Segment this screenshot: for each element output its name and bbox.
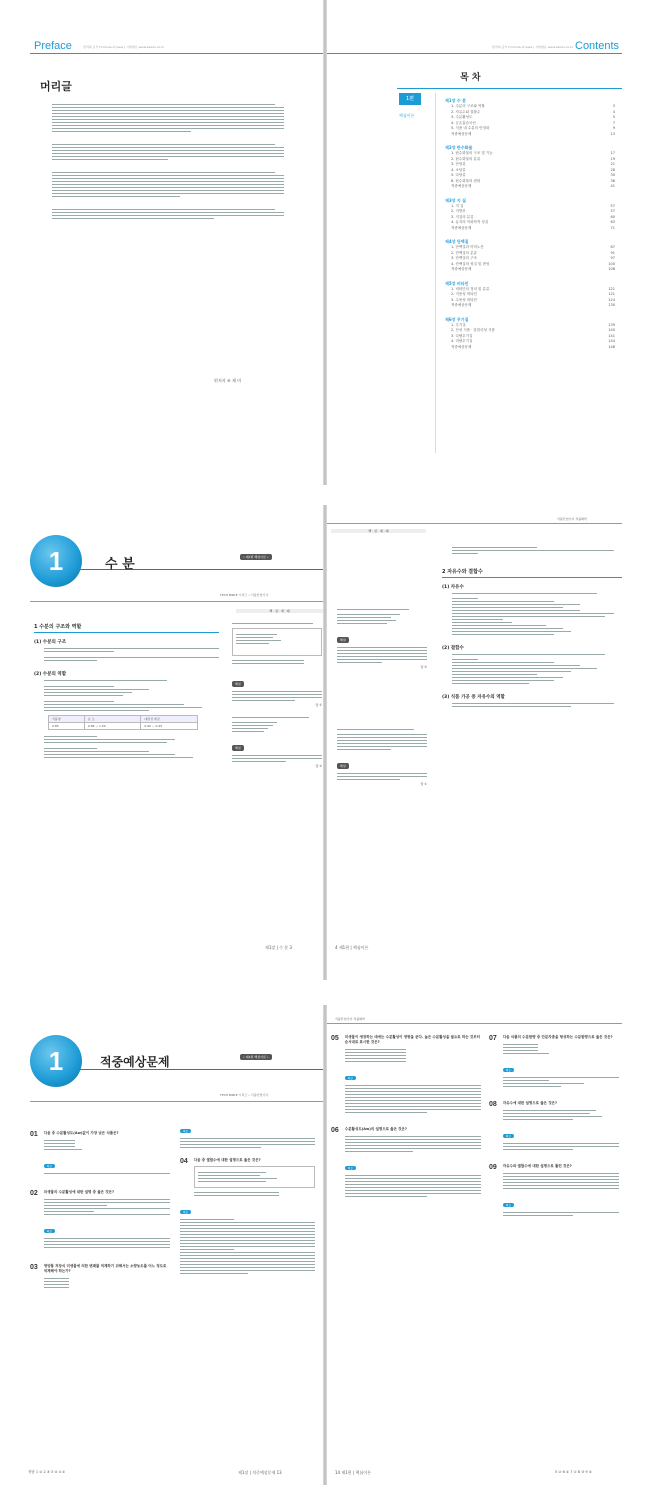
- practice-column: [337, 607, 427, 786]
- toc-item-label: 5. 식품 내 수분의 안정화: [451, 126, 490, 130]
- toc-chapter: [445, 97, 615, 137]
- question-text: 영양통 저장식 미생물에 의한 변패를 억제하기 위해서는 소량농도를 어느 정도로 억제해야 하는가?: [43, 1264, 167, 1273]
- chapter-tag-label: • 제1편 핵심이론 •: [240, 554, 272, 560]
- toc-chapter-title[interactable]: 제1장 수 분: [445, 98, 467, 103]
- chapter-number: 1: [48, 546, 64, 576]
- contents-title-rule: [397, 88, 622, 89]
- toc-item-label: 3. 수분활성도: [451, 115, 473, 119]
- toc-item-label: 6. 탄수화물의 변화: [451, 178, 481, 183]
- question-text: 다음 중 수분활성도(Aw)값이 가장 낮은 식품은?: [43, 1131, 119, 1135]
- toc-item-page: 87: [610, 245, 615, 249]
- practice-explanation: [232, 670, 322, 701]
- page-preface: [0, 0, 323, 485]
- aw-table-cell: 0.86 ~ 1.00: [84, 723, 141, 730]
- chapter-tag: [240, 543, 272, 562]
- toc-item-page: 36: [610, 178, 615, 183]
- toc-item-page: 63: [610, 220, 615, 224]
- question-03: [30, 1264, 170, 1290]
- chapter-title: 수 분: [105, 557, 135, 572]
- toc-item-label: 4. 단백질의 성질 및 변성: [451, 261, 490, 266]
- question-text: 다음 식품의 수분함량 중 단분자층을 형성하는 수분함량으로 옳은 것은?: [502, 1035, 613, 1039]
- explanation-tag: 해설: [345, 1166, 356, 1170]
- preface-paragraph-4: [52, 209, 284, 219]
- toc-item-page: 140: [608, 328, 615, 332]
- toc-item-label: 4. 미량무기질: [451, 339, 473, 343]
- theory-column: [442, 545, 622, 709]
- question-04: [180, 1158, 315, 1198]
- contents-part-divider: [435, 93, 436, 453]
- toc-chapter: [445, 144, 615, 190]
- toc-chapter: [445, 197, 615, 232]
- toc-item-label: 3. 수용성 비타민: [451, 297, 477, 302]
- answer-key-footer: 정답 1 ② 2 ③ 3 ④ 4 ②: [28, 1470, 66, 1474]
- chapter-banner-line: [60, 569, 323, 570]
- contents-title: 목 차: [460, 73, 481, 83]
- explanation-tag: 해설: [180, 1210, 191, 1214]
- toc-item-page: 148: [608, 344, 615, 349]
- toc-item-page: 71: [610, 225, 615, 230]
- explanation-tag: 해설: [232, 745, 244, 751]
- toc-item-label: 5. 다당류: [451, 173, 466, 177]
- running-header: 식품산업기사 식품화학: [557, 517, 587, 521]
- toc-item-label: 적중예상문제: [451, 131, 472, 136]
- practice-choice-box: [232, 628, 322, 656]
- toc-item-label: 3. 단백질의 구조: [451, 256, 477, 260]
- toc-chapter: [445, 238, 615, 273]
- practice-q2: [337, 729, 427, 786]
- subheading-free-water: (1) 자유수: [442, 585, 464, 590]
- header-rule: [327, 1023, 622, 1024]
- toc-item-page: 100: [608, 261, 615, 266]
- explanation-tag: 해설: [503, 1203, 514, 1207]
- contents-part-tab: [399, 93, 421, 105]
- question-number: 08: [489, 1101, 497, 1108]
- page-footer: 제1장 | 적중예상문제 13: [238, 1470, 282, 1475]
- toc-item[interactable]: [445, 184, 615, 190]
- toc-item-label: 1. 지 질: [451, 203, 464, 208]
- section-heading-2: 2 자유수와 결합수: [442, 568, 622, 578]
- aw-table-cell: 0.85: [49, 723, 85, 730]
- chapter-number-badge: [30, 1035, 82, 1087]
- question-number: 07: [489, 1035, 497, 1042]
- practice-q2: [232, 717, 322, 768]
- explanation-tag: 해설: [337, 637, 349, 643]
- section-heading-1: 1 수분의 구조와 역할: [34, 623, 219, 633]
- answer-badge: 답 ①: [420, 782, 427, 786]
- choice-box: [194, 1166, 315, 1188]
- toc-item-label: 적중예상문제: [451, 303, 472, 307]
- structure-lines: [44, 648, 219, 661]
- question-number: 09: [489, 1164, 497, 1171]
- page-contents: [327, 0, 650, 485]
- preface-body: [52, 102, 284, 221]
- toc-item-label: 2. 단백질의 분류: [451, 250, 477, 255]
- toc-item-label: 2. 자유수와 결합수: [451, 109, 481, 114]
- question-text: 미생물의 수분활성에 대한 설명 중 옳은 것은?: [43, 1190, 114, 1194]
- chapter-title: 적중예상문제: [100, 1055, 170, 1069]
- role-lines-2: [44, 736, 219, 758]
- practice-label-text: 핵 · 심 · 예 · 제: [269, 609, 290, 613]
- processing-lines: [452, 703, 622, 707]
- toc-chapter-title[interactable]: 제3장 지 질: [445, 197, 467, 203]
- preface-header-sub: 합격의 공식 Formula of pass | 시대에듀 www.sdedu.co.kr: [83, 45, 165, 49]
- toc-item[interactable]: [445, 303, 615, 309]
- contents-header-title: Contents: [575, 40, 620, 52]
- chapter-number: 1: [48, 1046, 64, 1076]
- question-number: 01: [30, 1131, 38, 1138]
- answer-badge: 답 ③: [420, 665, 427, 669]
- toc-item-page: 5: [612, 115, 615, 119]
- running-header: 식품산업기사 식품화학: [335, 1017, 365, 1021]
- toc-item-page: 17: [610, 151, 615, 155]
- question-number: 05: [331, 1035, 339, 1042]
- toc-item-page: 60: [610, 214, 615, 219]
- toc-item-page: 139: [608, 322, 615, 327]
- toc-item-label: 3. 단당류: [451, 162, 466, 166]
- page-footer: 14 제1편 | 핵심이론: [335, 1470, 371, 1475]
- page-footer: 4 제1편 | 핵심이론: [335, 945, 369, 950]
- preface-header-title: Preface: [34, 40, 72, 52]
- preface-paragraph-1: [52, 104, 284, 132]
- contents-header-sub: 합격의 공식 Formula of pass | 시대에듀 www.sdedu.co.kr: [492, 45, 574, 49]
- toc-item-label: 2. 탄수화물의 분류: [451, 156, 481, 161]
- toc-item[interactable]: [445, 226, 615, 232]
- table-of-contents: [445, 97, 615, 357]
- practice-label: [331, 529, 426, 533]
- answer-badge: 답 ②: [315, 764, 322, 768]
- explanation-tag: 해설: [44, 1164, 55, 1168]
- explanation-tag: 해설: [180, 1129, 191, 1133]
- header-rule: [327, 523, 622, 524]
- toc-item-page: 121: [608, 292, 615, 296]
- explanation-tag: 해설: [345, 1076, 356, 1080]
- page-footer: 제1장 | 수 분 3: [265, 945, 292, 950]
- toc-item-page: 57: [610, 209, 615, 213]
- toc-item-page: 7: [612, 120, 615, 125]
- toc-item-label: 4. 유지의 이화학적 성질: [451, 220, 489, 224]
- explanation-tag: 해설: [337, 763, 349, 769]
- toc-item-page: 97: [610, 256, 615, 260]
- toc-item-label: 3. 다량무기질: [451, 333, 473, 338]
- practice-column: [232, 621, 322, 768]
- toc-item-page: 3: [612, 104, 615, 108]
- page-questions-right: [327, 1005, 650, 1485]
- spread-chapter1: [0, 505, 650, 980]
- toc-item-label: 적중예상문제: [451, 225, 472, 230]
- toc-item-label: 1. 탄수화물의 구조 및 기능: [451, 151, 493, 155]
- question-02: [30, 1190, 170, 1250]
- page-chapter1-right: [327, 505, 650, 980]
- toc-item-label: 적중예상문제: [451, 267, 472, 271]
- toc-item-page: 28: [610, 167, 615, 172]
- chapter-header-rule: [30, 1101, 323, 1102]
- explanation-tag: 해설: [503, 1134, 514, 1138]
- toc-item-label: 2. 지용성 비타민: [451, 292, 477, 296]
- spread-practice-questions: [0, 1005, 650, 1485]
- contents-part-name[interactable]: 핵심이론: [399, 113, 415, 118]
- practice-label: [236, 609, 323, 613]
- preface-paragraph-2: [52, 144, 284, 160]
- toc-chapter-title[interactable]: 제2장 탄수화물: [445, 145, 473, 150]
- toc-item[interactable]: [445, 345, 615, 351]
- toc-item-page: 13: [610, 131, 615, 136]
- question-09: [489, 1164, 619, 1218]
- chapter-tag: [240, 1043, 272, 1062]
- page-chapter1-left: [0, 505, 323, 980]
- page-questions-left: [0, 1005, 323, 1485]
- toc-item-page: 19: [610, 156, 615, 161]
- toc-item-label: 1. 수분의 구조와 역할: [451, 104, 485, 108]
- toc-item-page: 30: [610, 173, 615, 177]
- aw-table-header: 식품명: [49, 716, 85, 723]
- aw-table-header: 표 오: [84, 716, 141, 723]
- question-number: 04: [180, 1158, 188, 1165]
- subheading-bound-water: (2) 결합수: [442, 646, 464, 651]
- preface-title: 머리글: [40, 80, 72, 93]
- toc-item-page: 144: [608, 339, 615, 343]
- toc-chapter-title[interactable]: 제6장 무기질: [445, 316, 469, 322]
- toc-item-label: 1. 무기질: [451, 322, 466, 327]
- question-06: [331, 1127, 481, 1199]
- question-number: 02: [30, 1190, 38, 1197]
- contents-header-rule: [327, 53, 622, 54]
- toc-item-label: 적중예상문제: [451, 344, 472, 349]
- contents-part-label: 1편: [405, 96, 414, 102]
- toc-item-page: 21: [610, 162, 615, 166]
- chapter-tag-label: • 제1편 핵심이론 •: [240, 1054, 272, 1060]
- explanation-tag: 해설: [232, 681, 244, 687]
- toc-item-page: 121: [608, 286, 615, 291]
- toc-item-page: 124: [608, 297, 615, 302]
- chapter-header-rule: [30, 601, 323, 602]
- preface-author: 편저자 조 제 미: [214, 378, 241, 383]
- question-07: [489, 1035, 619, 1089]
- toc-item-label: 2. 산성 식품 · 알칼리성 식품: [451, 328, 495, 332]
- preface-paragraph-3: [52, 172, 284, 197]
- toc-item-label: 4. 소당류: [451, 167, 466, 172]
- subheading-water-structure: (1) 수분의 구조: [34, 640, 67, 645]
- toc-chapter: [445, 280, 615, 309]
- toc-item-label: 1. 단백질과 아미노산: [451, 245, 484, 249]
- question-text: 자유수에 대한 설명으로 옳은 것은?: [502, 1101, 558, 1105]
- question-08: [489, 1101, 619, 1152]
- bound-water-lines: [452, 654, 622, 684]
- theory-column: [34, 623, 219, 760]
- toc-chapter-title[interactable]: 제4장 단백질: [445, 239, 469, 244]
- question-number: 03: [30, 1264, 38, 1271]
- toc-item-page: 91: [610, 250, 615, 255]
- tech-bible-label: TECH BIBLE 시리즈 • 식품산업기사: [220, 593, 269, 597]
- toc-chapter: [445, 316, 615, 351]
- toc-item-page: 4: [612, 109, 615, 114]
- explanation-tag: 해설: [503, 1068, 514, 1072]
- aw-table-header: 내면성 세균: [141, 716, 198, 723]
- toc-item-page: 57: [610, 203, 615, 208]
- toc-item-page: 9: [612, 126, 615, 130]
- question-01: [30, 1131, 170, 1176]
- practice-label-text: 핵 · 심 · 예 · 제: [368, 529, 389, 533]
- chapter-number-badge: [30, 535, 82, 587]
- role-lines: [44, 680, 219, 711]
- question-text: 다음 중 결합수에 대한 설명으로 옳은 것은?: [193, 1158, 261, 1162]
- free-water-lines: [452, 593, 622, 635]
- question-column-1: [30, 1131, 170, 1290]
- continued-lines: [452, 547, 622, 554]
- question-text: 미생물이 생장하는 데에는 수분활성이 영향을 준다. 높은 수분활성을 필요로 하는 것부터 순서대로 표시한 것은?: [344, 1035, 481, 1044]
- toc-item-page: 41: [610, 184, 615, 188]
- toc-item-label: 3. 지질의 분류: [451, 214, 474, 219]
- question-column-2: [180, 1117, 315, 1276]
- aw-table: [48, 715, 198, 730]
- spread-preface-contents: [0, 0, 650, 485]
- question-column-2: [489, 1035, 619, 1218]
- toc-item[interactable]: [445, 132, 615, 138]
- question-05: [331, 1035, 481, 1115]
- question-number: 06: [331, 1127, 339, 1134]
- question-text: 수분활성도(Aw)의 설명으로 옳은 것은?: [344, 1127, 407, 1131]
- answer-badge: 답 ①: [315, 703, 322, 707]
- question-text: 자유수와 결합수에 대한 설명으로 틀린 것은?: [502, 1164, 572, 1168]
- toc-item-label: 4. 등온흡습곡선: [451, 120, 476, 125]
- toc-chapter-title[interactable]: 제5장 비타민: [445, 280, 469, 286]
- toc-item-label: 적중예상문제: [451, 184, 472, 188]
- preface-header-rule: [30, 53, 323, 54]
- explanation-tag: 해설: [44, 1229, 55, 1233]
- toc-item-page: 130: [608, 303, 615, 307]
- toc-item-label: 2. 지방산: [451, 209, 466, 213]
- toc-item-page: 106: [608, 267, 615, 271]
- aw-table-cell: 0.90 ~ 0.95: [141, 723, 198, 730]
- toc-item[interactable]: [445, 267, 615, 273]
- subheading-water-role: (2) 수분의 역할: [34, 672, 67, 677]
- subheading-processing: (3) 식품 가공 중 자유수의 역할: [442, 695, 505, 700]
- toc-item-page: 141: [608, 333, 615, 338]
- answer-key-footer: 5 ② 6 ② 7 ① 8 ③ 9 ②: [555, 1470, 592, 1474]
- tech-bible-label: TECH BIBLE 시리즈 • 식품산업기사: [220, 1093, 269, 1097]
- toc-item-label: 1. 비타민의 정의 및 분류: [451, 286, 490, 291]
- question-column-1: [331, 1035, 481, 1199]
